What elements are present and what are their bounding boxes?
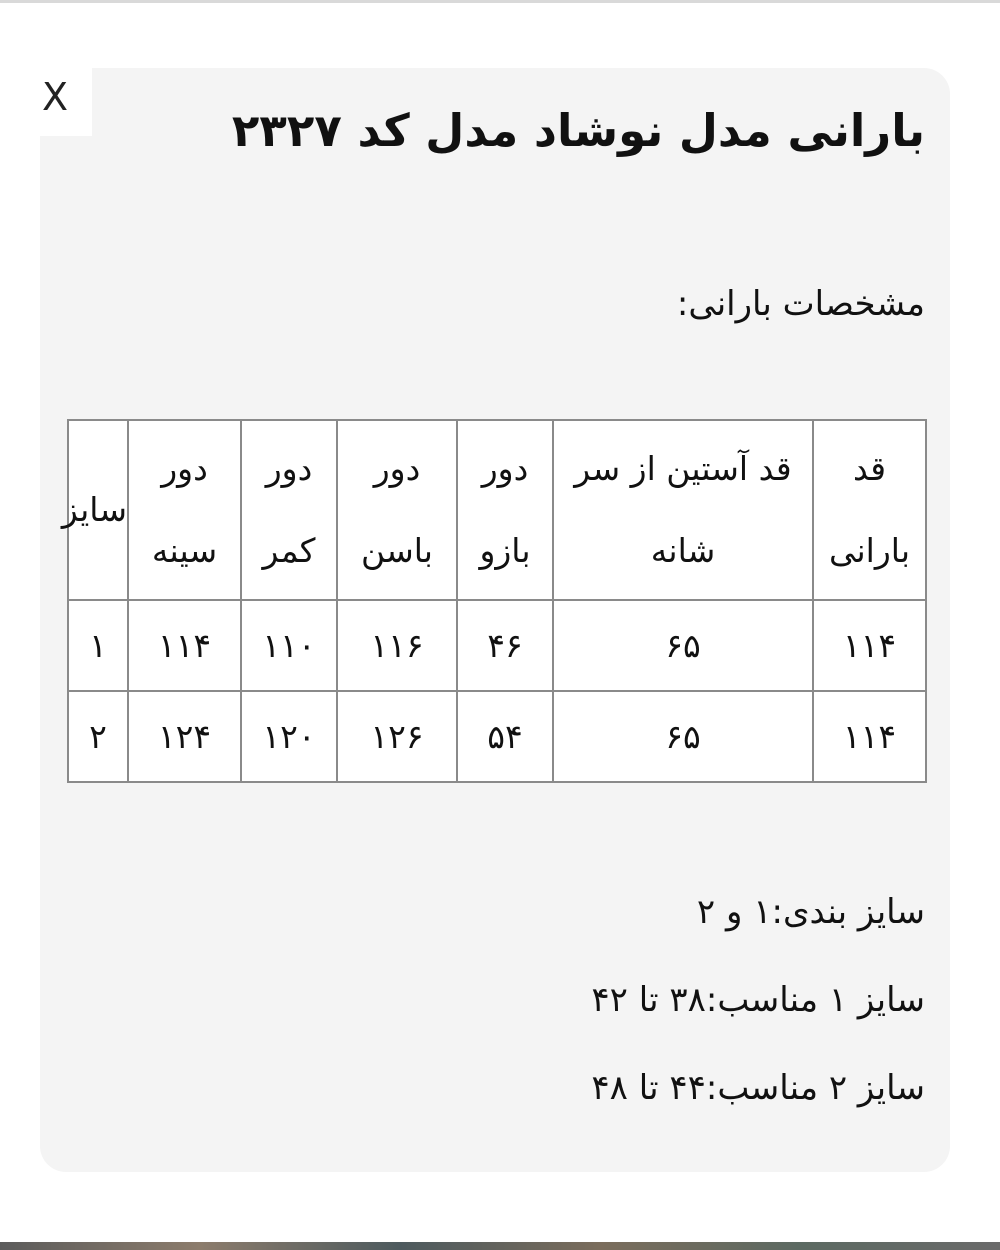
header-hip-circumference: دور باسن — [337, 420, 457, 600]
size-table — [61, 419, 927, 783]
size-notes — [225, 882, 925, 1146]
top-divider — [0, 0, 1000, 3]
table-row — [68, 600, 926, 691]
table-cell: ۶۵ — [553, 691, 813, 782]
specs-heading: مشخصات بارانی: — [676, 284, 925, 324]
table-cell: ۱ — [68, 600, 128, 691]
table-cell: ۱۱۴ — [813, 600, 926, 691]
table-row — [68, 691, 926, 782]
table-cell: ۵۴ — [457, 691, 553, 782]
table-cell: ۴۶ — [457, 600, 553, 691]
table-cell: ۶۵ — [553, 600, 813, 691]
header-arm-circumference: دور بازو — [457, 420, 553, 600]
background-image-strip — [0, 1242, 1000, 1250]
header-chest-circumference: دور سینه — [128, 420, 241, 600]
table-cell: ۱۲۴ — [128, 691, 241, 782]
table-cell: ۲ — [68, 691, 128, 782]
size-1-fit-note: سایز ۱ مناسب:۳۸ تا ۴۲ — [591, 980, 925, 1020]
table-cell: ۱۲۰ — [241, 691, 337, 782]
size-2-fit-note: سایز ۲ مناسب:۴۴ تا ۴۸ — [591, 1068, 925, 1108]
close-icon[interactable]: X — [41, 75, 69, 119]
header-waist-circumference: دور کمر — [241, 420, 337, 600]
close-button[interactable] — [18, 58, 92, 136]
table-cell: ۱۱۰ — [241, 600, 337, 691]
product-title: بارانی مدل نوشاد مدل کد ۲۳۲۷ — [231, 104, 925, 157]
table-cell: ۱۲۶ — [337, 691, 457, 782]
header-coat-length: قد بارانی — [813, 420, 926, 600]
table-cell: ۱۱۶ — [337, 600, 457, 691]
table-cell: ۱۱۴ — [813, 691, 926, 782]
table-cell: ۱۱۴ — [128, 600, 241, 691]
sizing-note: سایز بندی:۱ و ۲ — [696, 892, 925, 932]
table-header-row — [68, 420, 926, 600]
header-size: سایز — [68, 420, 128, 600]
header-sleeve-length: قد آستین از سر شانه — [553, 420, 813, 600]
